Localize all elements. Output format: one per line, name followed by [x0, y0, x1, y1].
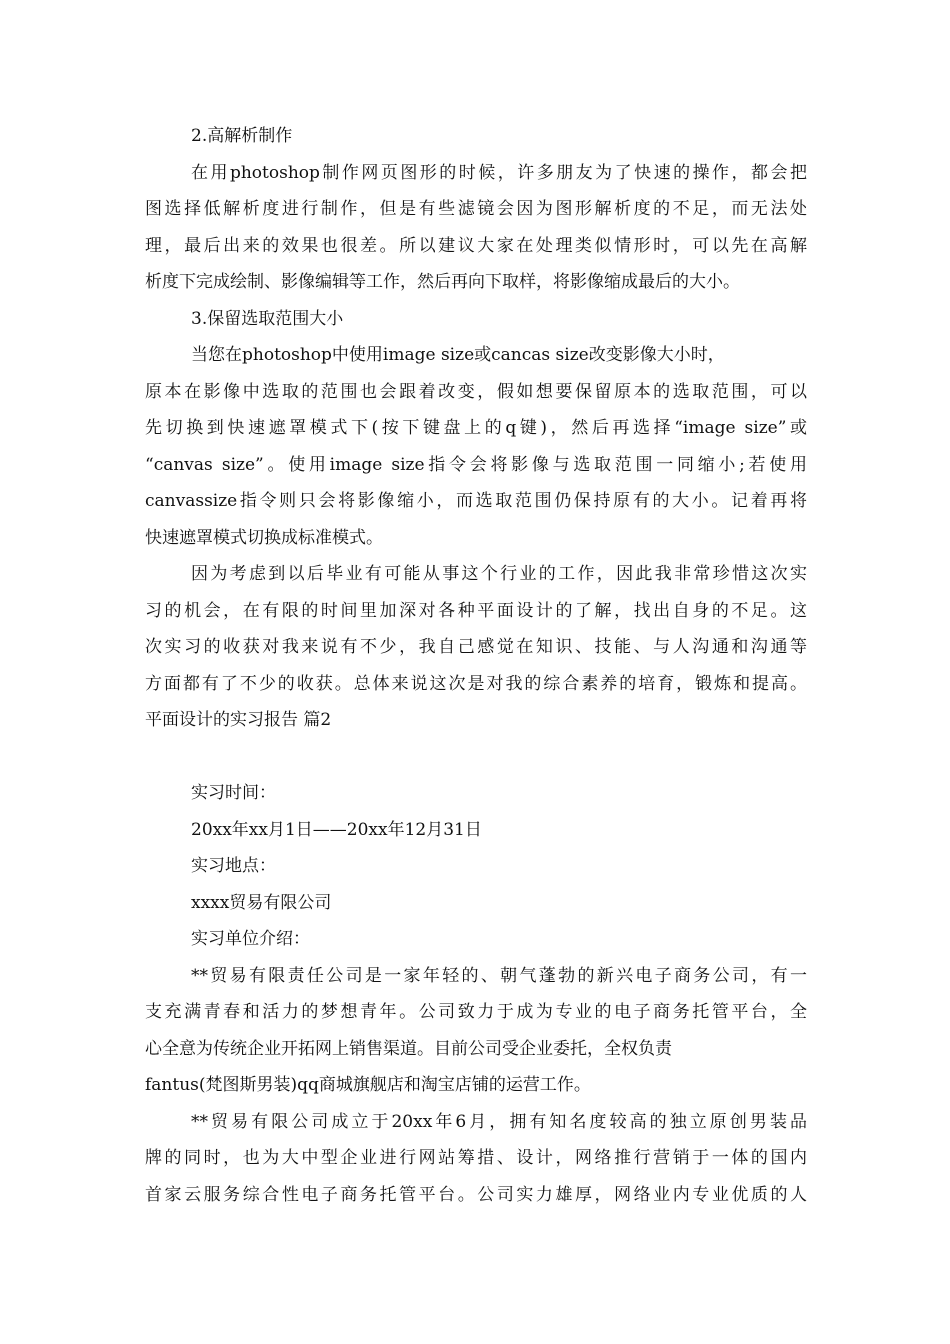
paragraph-line: 先切换到快速遮罩模式下(按下键盘上的q键)，然后再选择“image size”或: [145, 418, 807, 438]
paragraph-line: 当您在photoshop中使用image size或cancas size改变影像大小时，: [191, 345, 725, 365]
paragraph-line: 次实习的收获对我来说有不少，我自己感觉在知识、技能、与人沟通和沟通等: [145, 637, 807, 657]
paragraph-line: 牌的同时，也为大中型企业进行网站筹措、设计，网络推行营销于一体的国内: [145, 1148, 807, 1168]
paragraph-line: 首家云服务综合性电子商务托管平台。公司实力雄厚，网络业内专业优质的人: [145, 1184, 807, 1205]
paragraph-line: 图选择低解析度进行制作，但是有些滤镜会因为图形解析度的不足，而无法处: [145, 199, 807, 219]
field-value-place: xxxx贸易有限公司: [191, 892, 332, 913]
paragraph-line: 理，最后出来的效果也很差。所以建议大家在处理类似情形时，可以先在高解: [145, 235, 807, 256]
paragraph-line: 在用photoshop制作网页图形的时候，许多朋友为了快速的操作，都会把: [191, 162, 807, 183]
section-heading: 2.高解析制作: [191, 126, 293, 146]
field-value-time: 20xx年xx月1日——20xx年12月31日: [191, 819, 482, 840]
field-label-place: 实习地点：: [191, 856, 276, 876]
blank-line: [145, 739, 807, 776]
paragraph-line: **贸易有限责任公司是一家年轻的、朝气蓬勃的新兴电子商务公司，有一: [191, 965, 807, 986]
paragraph-line: canvassize指令则只会将影像缩小，而选取范围仍保持原有的大小。记着再将: [145, 491, 807, 511]
paragraph-line: 因为考虑到以后毕业有可能从事这个行业的工作，因此我非常珍惜这次实: [191, 564, 807, 584]
paragraph-line: 心全意为传统企业开拓网上销售渠道。目前公司受企业委托，全权负责: [145, 1038, 672, 1059]
paragraph-line: **贸易有限公司成立于20xx年6月，拥有知名度较高的独立原创男装品: [191, 1111, 807, 1132]
article-title: 平面设计的实习报告 篇2: [145, 710, 332, 730]
paragraph-line: 析度下完成绘制、影像编辑等工作，然后再向下取样，将影像缩成最后的大小。: [145, 272, 740, 292]
paragraph-line: fantus(梵图斯男装)qq商城旗舰店和淘宝店铺的运营工作。: [145, 1075, 591, 1095]
paragraph-line: 快速遮罩模式切换成标准模式。: [145, 527, 383, 548]
paragraph-line: “canvas size”。使用image size指令会将影像与选取范围一同缩小;若使用: [145, 454, 807, 475]
paragraph-line: 习的机会，在有限的时间里加深对各种平面设计的了解，找出自身的不足。这: [145, 600, 807, 621]
field-label-unit: 实习单位介绍：: [191, 929, 310, 949]
section-heading: 3.保留选取范围大小: [191, 308, 344, 329]
document-body: [145, 118, 807, 1213]
paragraph-line: 原本在影像中选取的范围也会跟着改变，假如想要保留原本的选取范围，可以: [145, 381, 807, 402]
field-label-time: 实习时间：: [191, 783, 276, 803]
paragraph-line: 方面都有了不少的收获。总体来说这次是对我的综合素养的培育，锻炼和提高。: [145, 673, 807, 694]
paragraph-line: 支充满青春和活力的梦想青年。公司致力于成为专业的电子商务托管平台，全: [145, 1002, 807, 1022]
